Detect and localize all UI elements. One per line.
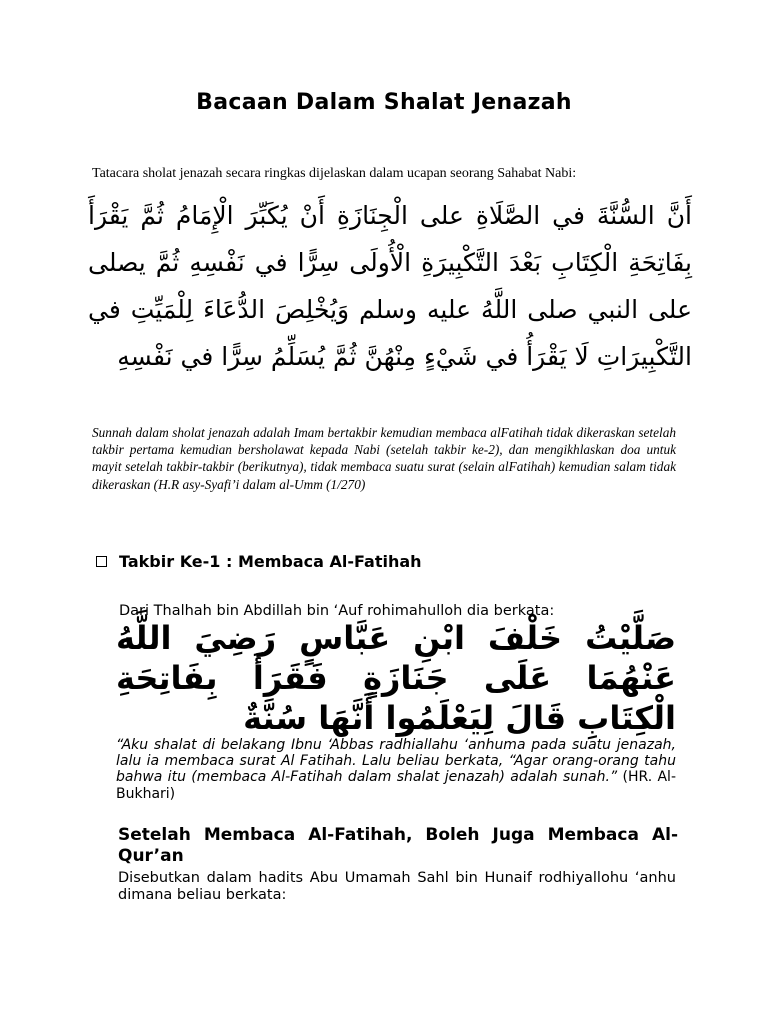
checkbox-bullet-icon [96, 556, 107, 567]
takbir-1-heading [96, 552, 422, 571]
arabic-hadith-text: صَلَّيْتُ خَلْفَ ابْنِ عَبَّاسٍ رَضِيَ اللَّهُ عَنْهُمَا عَلَى جَنَازَةٍ فَقَرَأَ بِفَاتِحَةِ الْكِتَابِ قَالَ لِيَعْلَمُوا أَنَّهَا سُنَّةٌ [116, 619, 676, 737]
sunnah-note: Sunnah dalam sholat jenazah adalah Imam bertakbir kemudian membaca alFatihah tidak dikeraskan setelah takbir pertama kemudian bersholawat kepada Nabi (setelah takbir ke-2), dan mengikhlaskan doa untuk mayit setelah takbir-takbir (berikutnya), tidak membaca suatu surat (selain alFatihah) kemudian salam tidak dikeraskan (H.R asy-Syafi’i dalam al-Umm (1/270) [92, 425, 676, 492]
hadith-narrator: Dari Thalhah bin Abdillah bin ‘Auf rohimahulloh dia berkata: [119, 603, 555, 619]
hadith-translation [116, 737, 676, 802]
arabic-text-main: أَنَّ السُّنَّةَ في الصَّلَاةِ على الْجِنَازَةِ أَنْ يُكَبِّرَ الْإِمَامُ ثُمَّ يَقْرَأَ بِفَاتِحَةِ الْكِتَابِ بَعْدَ التَّكْبِيرَةِ الْأُولَى سِرًّا في نَفْسِهِ ثُمَّ يصلى على النبي صلى اللَّهُ عليه وسلم وَيُخْلِصَ الدُّعَاءَ لِلْمَيِّتِ في التَّكْبِيرَاتِ لَا يَقْرَأُ في شَيْءٍ مِنْهُنَّ ثُمَّ يُسَلِّمُ سِرًّا في نَفْسِهِ [88, 201, 692, 371]
intro-text: Tatacara sholat jenazah secara ringkas dijelaskan dalam ucapan seorang Sahabat Nabi: [92, 166, 577, 181]
translation-quote: “Aku shalat di belakang Ibnu ‘Abbas radhiallahu ‘anhuma pada suatu jenazah, lalu ia membaca surat Al Fatihah. Lalu beliau berkata, “Agar orang-orang tahu bahwa itu (membaca Al-Fatihah dalam shalat jenazah) adalah sunah.” [116, 737, 676, 786]
page-title: Bacaan Dalam Shalat Jenazah [196, 90, 572, 115]
hadith-source: (HR. Al-Bukhari) [116, 769, 676, 802]
section-body: Disebutkan dalam hadits Abu Umamah Sahl bin Hunaif rodhiyallohu ‘anhu dimana beliau berkata: [118, 870, 676, 903]
section-heading: Setelah Membaca Al-Fatihah, Boleh Juga Membaca Al-Qur’an [118, 825, 678, 866]
takbir-1-heading-label: Takbir Ke-1 : Membaca Al-Fatihah [119, 552, 422, 571]
